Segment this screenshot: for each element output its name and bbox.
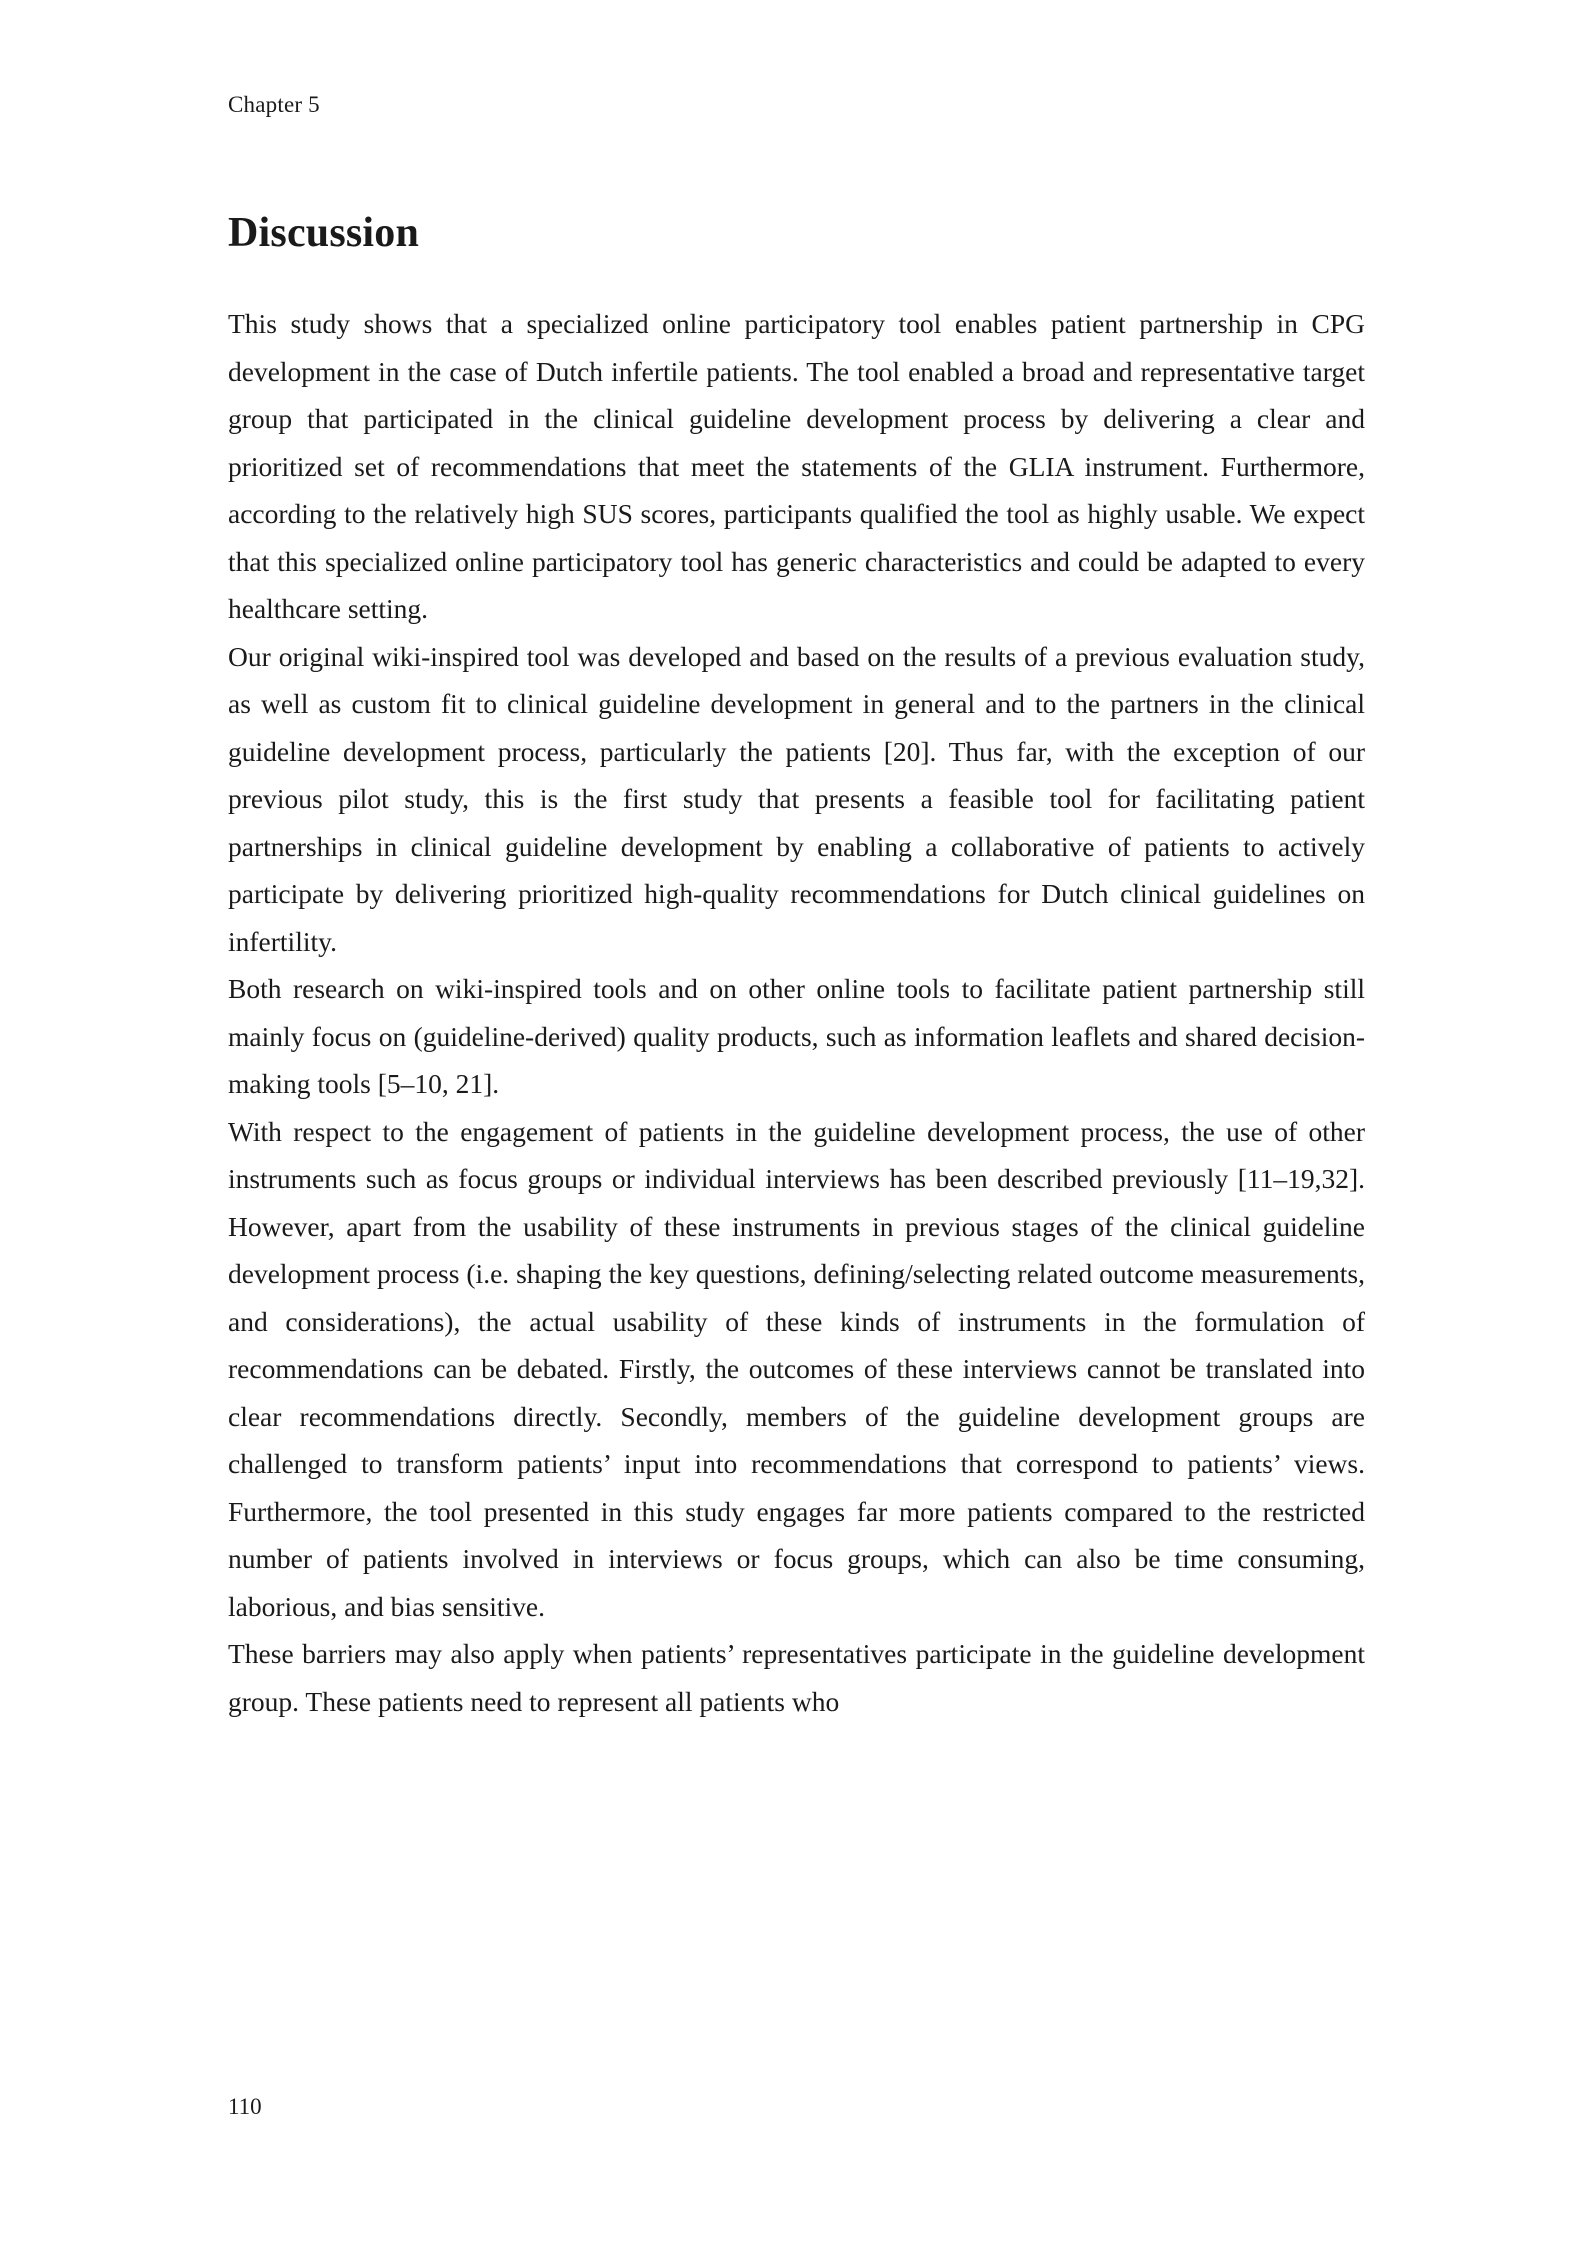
running-head: Chapter 5	[228, 92, 320, 117]
paragraph: Our original wiki-inspired tool was developed and based on the results of a previous evaluation study, as well as custom fit to clinical guideline development in general and to the partners in the clinical guideline development process, particularly the patients [20]. Thus far, with the exception of our previous pilot study, this is the first study that presents a feasible tool for facilitating patient partnerships in clinical guideline development by enabling a collaborative of patients to actively participate by delivering prioritized high-quality recommendations for Dutch clinical guidelines on infertility.	[228, 640, 1365, 957]
paragraph: With respect to the engagement of patients in the guideline development process, the use of other instruments such as focus groups or individual interviews has been described previously [11–19,32]. However, apart from the usability of these instruments in previous stages of the clinical guideline development process (i.e. shaping the key questions, defining/selecting related outcome measurements, and considerations), the actual usability of these kinds of instruments in the formulation of recommendations can be debated. Firstly, the outcomes of these interviews cannot be translated into clear recommendations directly. Secondly, members of the guideline development groups are challenged to transform patients’ input into recommendations that correspond to patients’ views. Furthermore, the tool presented in this study engages far more patients compared to the restricted number of patients involved in interviews or focus groups, which can also be time consuming, laborious, and bias sensitive.	[228, 1115, 1365, 1622]
section-heading: Discussion	[228, 210, 420, 256]
page-body	[228, 210, 1365, 1725]
paragraph: Both research on wiki-inspired tools and on other online tools to facilitate patient partnership still mainly focus on (guideline-derived) quality products, such as information leaflets and shared decision-making tools [5–10, 21].	[228, 973, 1365, 1100]
page-number: 110	[228, 2094, 262, 2119]
paragraph: These barriers may also apply when patients’ representatives participate in the guideline development group. These patients need to represent all patients who	[228, 1638, 1365, 1717]
paragraph: This study shows that a specialized online participatory tool enables patient partnership in CPG development in the case of Dutch infertile patients. The tool enabled a broad and representative target group that participated in the clinical guideline development process by delivering a clear and prioritized set of recommendations that meet the statements of the GLIA instrument. Furthermore, according to the relatively high SUS scores, participants qualified the tool as highly usable. We expect that this specialized online participatory tool has generic characteristics and could be adapted to every healthcare setting.	[228, 308, 1365, 625]
